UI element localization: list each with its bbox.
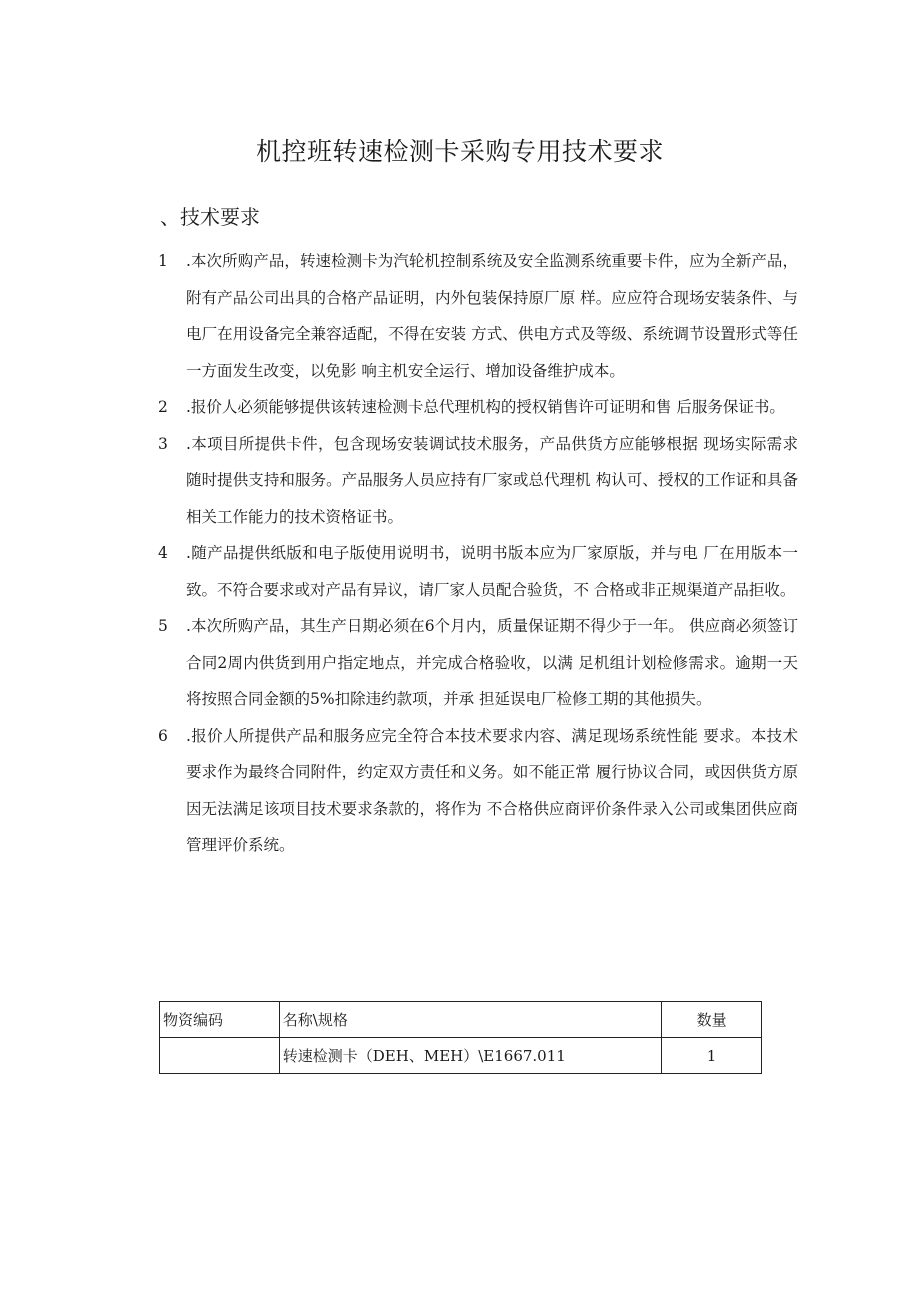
table-header-row (160, 1002, 762, 1038)
cell-quantity: 1 (662, 1038, 762, 1074)
cell-name-spec: 转速检测卡（DEH、MEH）\E1667.011 (279, 1038, 661, 1074)
requirement-item (158, 426, 798, 536)
item-text: .本次所购产品，转速检测卡为汽轮机控制系统及安全监测系统重要卡件，应为全新产品，附有产品公司出具的合格产品证明，内外包装保持原厂原 样。应应符合现场安装条件、与电厂在用设备完全兼容适配，不得在安装 方式、供电方式及等级、系统调节设置形式等任一方面发生改变，以免影 响主机安全运行、增加设备维护成本。 (186, 252, 798, 380)
section-heading: 、技术要求 (160, 205, 260, 229)
item-number: 5 (158, 617, 168, 635)
requirement-item (158, 608, 798, 718)
requirement-item (158, 243, 798, 389)
requirement-item (158, 389, 798, 426)
item-text: .本次所购产品，其生产日期必须在6个月内，质量保证期不得少于一年。 供应商必须签订合同2周内供货到用户指定地点，并完成合格验收，以满 足机组计划检修需求。逾期一天将按照合同金额的5%扣除违约款项，并承 担延误电厂检修工期的其他损失。 (186, 617, 798, 708)
requirements-list (158, 243, 798, 864)
item-number: 1 (158, 252, 168, 270)
cell-material-code (160, 1038, 280, 1074)
requirement-item (158, 718, 798, 864)
table-row (160, 1038, 762, 1074)
item-number: 2 (158, 398, 168, 416)
item-number: 6 (158, 726, 168, 745)
header-quantity: 数量 (662, 1002, 762, 1038)
item-number: 4 (158, 544, 168, 562)
item-text: .本项目所提供卡件，包含现场安装调试技术服务，产品供货方应能够根据 现场实际需求随时提供支持和服务。产品服务人员应持有厂家或总代理机 构认可、授权的工作证和具备相关工作能力的技术资格证书。 (186, 434, 798, 526)
item-text: .报价人所提供产品和服务应完全符合本技术要求内容、满足现场系统性能 要求。本技术要求作为最终合同附件，约定双方责任和义务。如不能正常 履行协议合同，或因供货方原因无法满足该项目技术要求条款的，将作为 不合格供应商评价条件录入公司或集团供应商管理评价系统。 (186, 726, 798, 854)
document-title: 机控班转速检测卡采购专用技术要求 (255, 137, 664, 166)
header-name-spec: 名称\规格 (279, 1002, 661, 1038)
item-text: .随产品提供纸版和电子版使用说明书，说明书版本应为厂家原版，并与电 厂在用版本一致。不符合要求或对产品有异议，请厂家人员配合验货，不 合格或非正规渠道产品拒收。 (186, 544, 798, 599)
requirement-item (158, 535, 798, 608)
materials-table (159, 1001, 762, 1074)
item-number: 3 (158, 434, 168, 453)
header-material-code: 物资编码 (160, 1002, 280, 1038)
item-text: .报价人必须能够提供该转速检测卡总代理机构的授权销售许可证明和售 后服务保证书。 (186, 398, 785, 416)
